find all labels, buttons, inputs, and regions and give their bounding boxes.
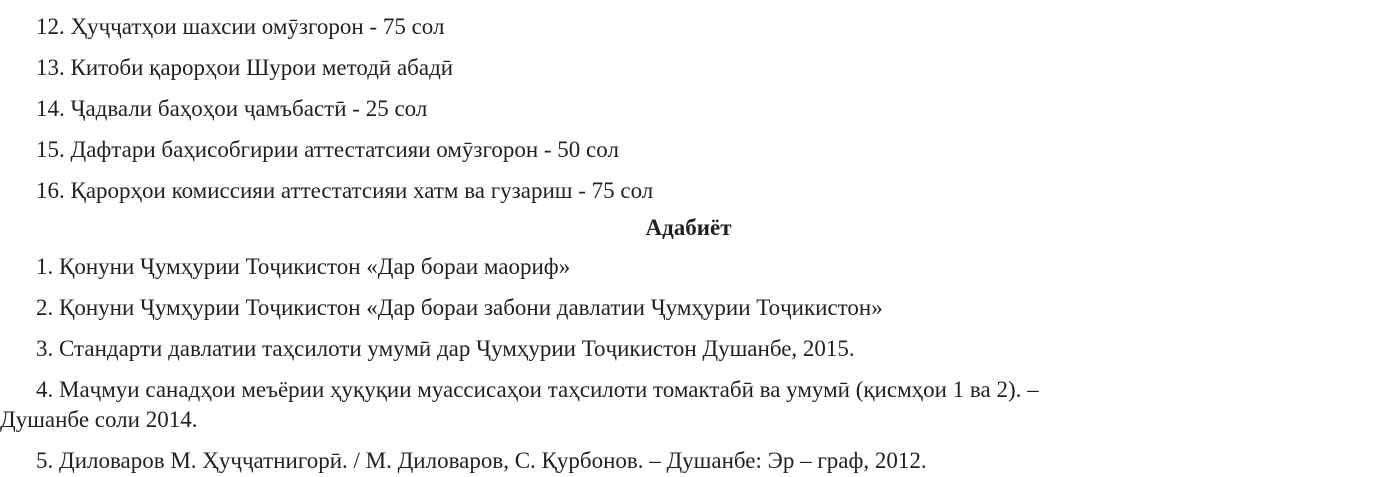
list-item: 15. Дафтари баҳисобгирии аттестатсияи омӯзгорон - 50 сол <box>36 137 619 162</box>
list-item: 13. Китоби қарорҳои Шурои методӣ абадӣ <box>36 55 454 80</box>
reference-item: 2. Қонуни Ҷумҳурии Тоҷикистон «Дар бораи забони давлатии Ҷумҳурии Тоҷикистон» <box>36 295 883 320</box>
reference-item-continuation: Душанбе соли 2014. <box>0 407 198 432</box>
reference-item: 4. Маҷмуи санадҳои меъёрии ҳуқуқии муассисаҳои таҳсилоти томактабӣ ва умумӣ (қисмҳои 1 ва 2). – <box>36 377 1039 402</box>
list-item: 14. Ҷадвали баҳоҳои ҷамъбастӣ - 25 сол <box>36 96 428 121</box>
section-heading: Адабиёт <box>645 215 732 240</box>
reference-item: 5. Диловаров М. Ҳуҷҷатнигорӣ. / М. Диловаров, С. Қурбонов. – Душанбе: Эр – граф, 2012. <box>36 448 927 473</box>
reference-item: 3. Стандарти давлатии таҳсилоти умумӣ дар Ҷумҳурии Тоҷикистон Душанбе, 2015. <box>36 336 855 361</box>
list-item: 12. Ҳуҷҷатҳои шахсии омӯзгорон - 75 сол <box>36 14 445 39</box>
list-item: 16. Қарорҳои комиссияи аттестатсияи хатм ва гузариш - 75 сол <box>36 178 654 203</box>
reference-item: 1. Қонуни Ҷумҳурии Тоҷикистон «Дар бораи маориф» <box>36 254 571 279</box>
